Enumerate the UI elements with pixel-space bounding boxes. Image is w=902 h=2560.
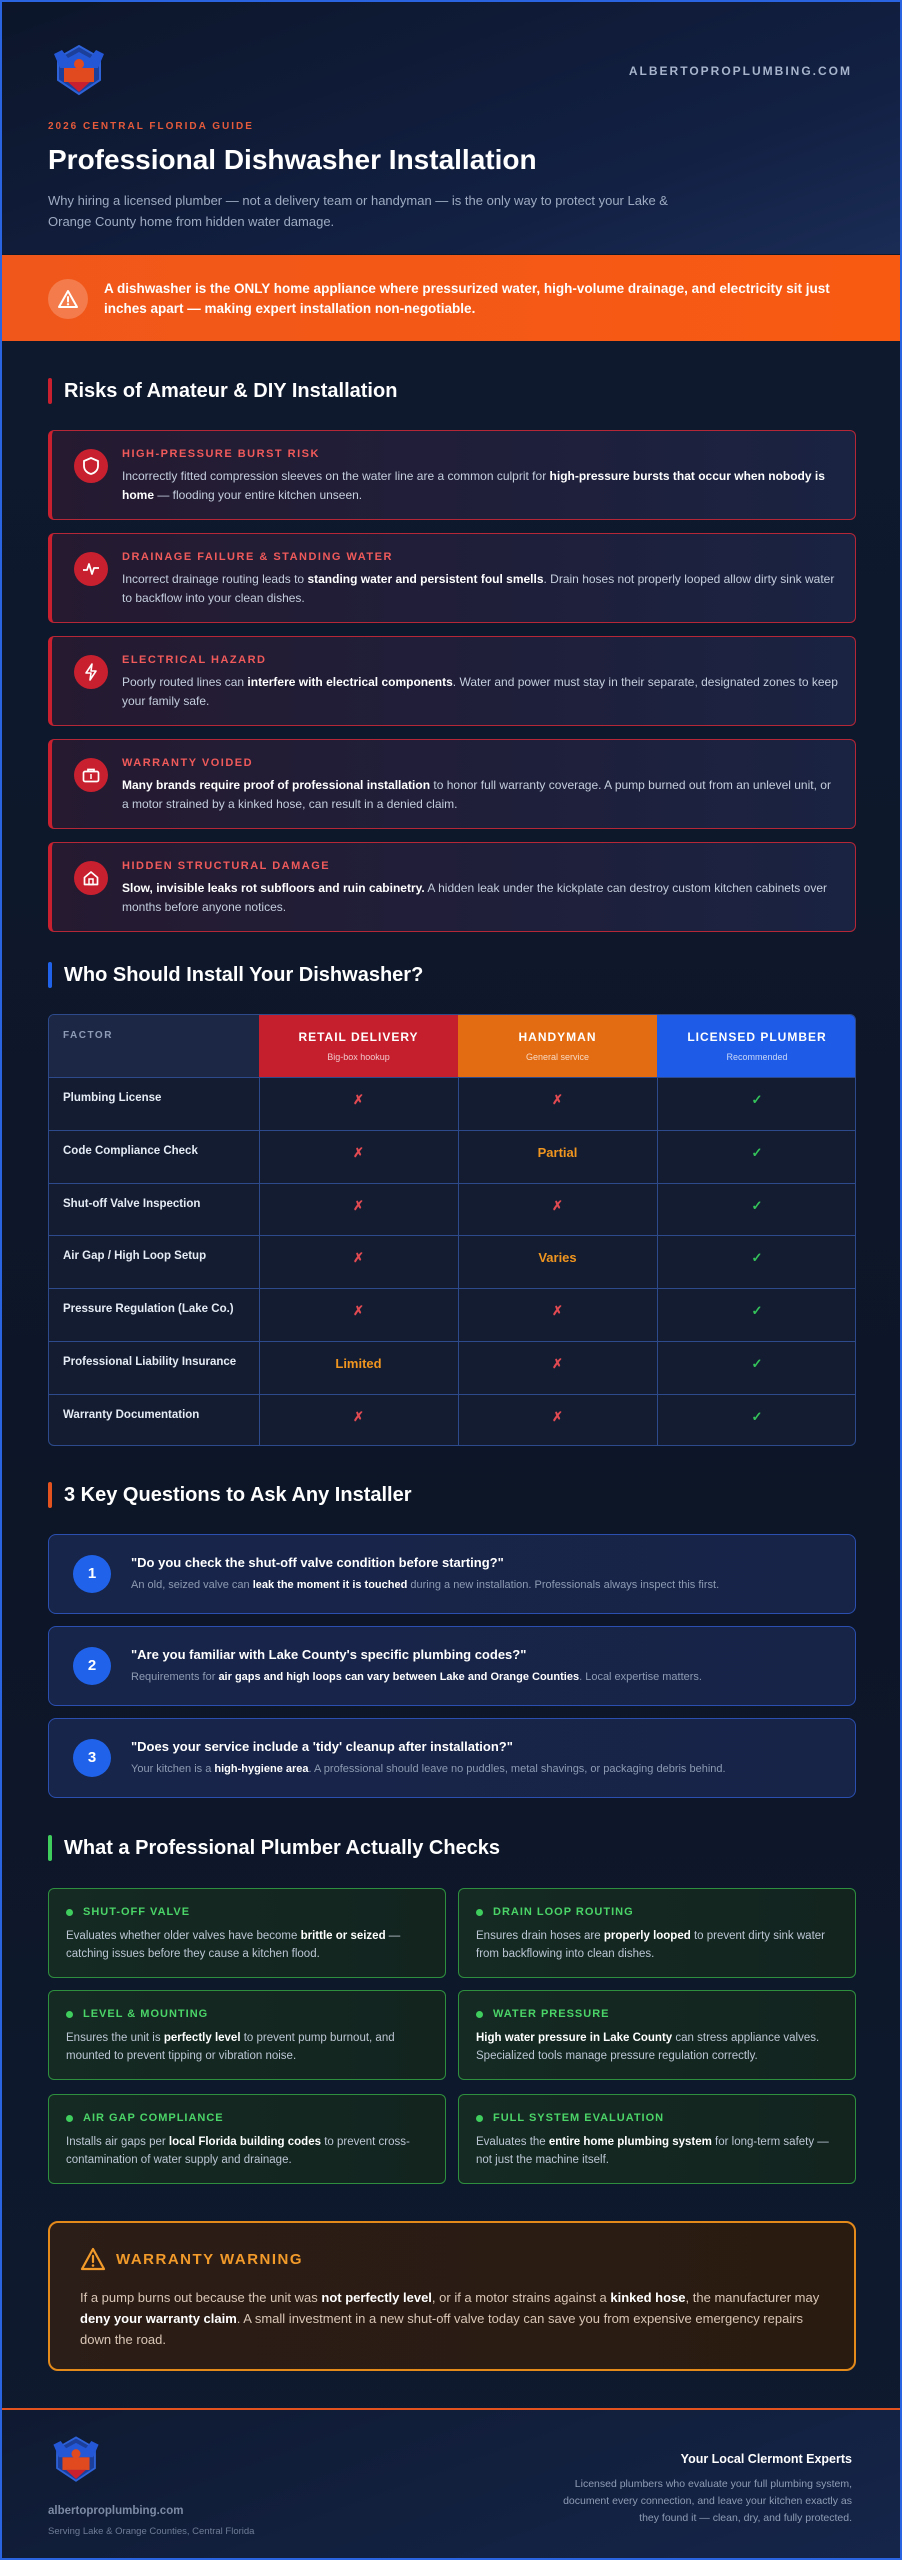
question-body: An old, seized valve can leak the moment it is touched during a new installation. Professionals always inspect this first. [131, 1579, 720, 1591]
checks-heading [48, 1835, 500, 1861]
cell-retail: ✗ [353, 1197, 364, 1213]
check-body: Installs air gaps per local Florida building codes to prevent cross-contamination of water supply and drainage. [66, 2136, 410, 2166]
risk-body: Incorrectly fitted compression sleeves on the water line are a common culprit for high-pressure bursts that occur when nobody is home — flooding your entire kitchen unseen. [122, 469, 825, 502]
cell-retail: ✗ [353, 1092, 364, 1107]
green-dot-icon [476, 1909, 483, 1916]
question-title: "Are you familiar with Lake County's specific plumbing codes?" [131, 1647, 527, 1662]
table-header-retail [259, 1015, 458, 1077]
risk-body: Many brands require proof of professional installation to honor full warranty coverage. A pump burned out from an unlevel unit, or a motor strained by a kinked hose, can result in a denied claim. [122, 778, 831, 811]
column-sub: General service [525, 1052, 590, 1062]
cell-plumber: ✓ [751, 1408, 763, 1424]
question-card [48, 1626, 856, 1706]
comparison-table [48, 1014, 856, 1446]
risk-title: WARRANTY VOIDED [122, 757, 254, 769]
row-factor: Warranty Documentation [63, 1408, 200, 1421]
column-label: LICENSED PLUMBER [687, 1030, 827, 1044]
risk-card [48, 533, 856, 623]
question-title: "Does your service include a 'tidy' cleanup after installation?" [131, 1739, 513, 1754]
cell-handyman: ✗ [552, 1356, 563, 1371]
table-row [49, 1341, 856, 1394]
cell-plumber: ✓ [751, 1303, 763, 1319]
table-row [49, 1130, 856, 1183]
question-number: 3 [73, 1739, 111, 1777]
cell-handyman: ✗ [552, 1408, 563, 1424]
check-title: WATER PRESSURE [493, 2008, 610, 2020]
table-header-plumber [657, 1015, 856, 1077]
column-sub: Big-box hookup [327, 1052, 390, 1062]
briefcase-icon [74, 758, 108, 792]
risk-body: Incorrect drainage routing leads to standing water and persistent foul smells. Drain hoses not properly looped allow dirty sink water to backflow into your clean dishes. [122, 572, 835, 605]
page-title: Professional Dishwasher Installation [48, 144, 537, 175]
cell-handyman: ✗ [552, 1197, 563, 1213]
check-title: DRAIN LOOP ROUTING [493, 1906, 634, 1918]
check-card [48, 1888, 446, 1978]
table-header-factor [49, 1015, 259, 1077]
cell-retail: Limited [335, 1356, 382, 1371]
cell-plumber: ✓ [751, 1356, 763, 1371]
question-number: 2 [73, 1647, 111, 1685]
table-row [49, 1183, 856, 1236]
risk-title: ELECTRICAL HAZARD [122, 654, 267, 666]
warning-triangle-icon [80, 2247, 106, 2271]
shield-icon [74, 449, 108, 483]
check-title: SHUT-OFF VALVE [83, 1906, 191, 1918]
questions-heading-text: 3 Key Questions to Ask Any Installer [64, 1484, 412, 1506]
check-body: High water pressure in Lake County can stress appliance valves. Specialized tools manage pressure regulation correctly. [476, 2032, 820, 2062]
question-number: 1 [73, 1555, 111, 1593]
check-card [458, 2094, 856, 2184]
cell-retail: ✗ [353, 1408, 364, 1424]
check-title: LEVEL & MOUNTING [83, 2008, 209, 2020]
cell-handyman: Varies [538, 1250, 577, 1266]
question-card [48, 1534, 856, 1614]
risk-card [48, 430, 856, 520]
row-factor: Pressure Regulation (Lake Co.) [63, 1303, 234, 1316]
footer [2, 2408, 900, 2560]
check-card [48, 1990, 446, 2080]
green-dot-icon [66, 2115, 73, 2122]
column-label: HANDYMAN [518, 1030, 597, 1044]
cell-retail: ✗ [353, 1250, 364, 1266]
footer-title: Your Local Clermont Experts [680, 2452, 852, 2466]
risk-title: HIGH-PRESSURE BURST RISK [122, 448, 320, 460]
cell-plumber: ✓ [751, 1092, 763, 1107]
risk-card [48, 636, 856, 726]
lightning-icon [74, 655, 108, 689]
heading-accent-bar [48, 1482, 52, 1508]
risk-card [48, 739, 856, 829]
warranty-warning-body: If a pump burns out because the unit was not perfectly level, or if a motor strains against a kinked hose, the manufacturer may deny your warranty claim. A small investment in a new shut-off valve today can save you from expensive emergency repairs down the road. [80, 2290, 820, 2347]
check-card [458, 1990, 856, 2080]
cell-plumber: ✓ [751, 1144, 763, 1160]
cell-plumber: ✓ [751, 1250, 763, 1266]
cell-plumber: ✓ [751, 1197, 763, 1213]
question-card [48, 1718, 856, 1798]
table-row [49, 1394, 856, 1446]
check-body: Evaluates the entire home plumbing system for long-term safety — not just the machine itself. [476, 2136, 829, 2166]
green-dot-icon [66, 2011, 73, 2018]
heading-accent-bar [48, 1835, 52, 1861]
comparison-heading [48, 962, 423, 988]
check-title: FULL SYSTEM EVALUATION [493, 2112, 665, 2124]
warranty-warning-title: WARRANTY WARNING [116, 2251, 304, 2268]
question-body: Requirements for air gaps and high loops can vary between Lake and Orange Counties. Local expertise matters. [131, 1671, 702, 1683]
row-factor: Plumbing License [63, 1092, 162, 1104]
eyebrow-label: 2026 CENTRAL FLORIDA GUIDE [48, 121, 254, 132]
header [2, 2, 900, 254]
page-subtitle: Why hiring a licensed plumber — not a delivery team or handyman — is the only way to protect your Lake & Orange County home from hidden water damage. [48, 193, 668, 229]
risks-heading-text: Risks of Amateur & DIY Installation [64, 380, 398, 402]
check-card [458, 1888, 856, 1978]
check-body: Ensures the unit is perfectly level to prevent pump burnout, and mounted to prevent tipping or vibration noise. [66, 2032, 395, 2062]
check-body: Ensures drain hoses are properly looped to prevent dirty sink water from backflowing into clean dishes. [476, 1930, 825, 1960]
company-logo [48, 2432, 104, 2488]
alert-banner [2, 255, 900, 341]
check-body: Evaluates whether older valves have become brittle or seized — catching issues before they cause a kitchen flood. [66, 1930, 401, 1960]
check-title: AIR GAP COMPLIANCE [83, 2112, 224, 2124]
column-sub: Recommended [726, 1052, 788, 1062]
table-row [49, 1288, 856, 1341]
row-factor: Code Compliance Check [63, 1144, 198, 1157]
question-body: Your kitchen is a high-hygiene area. A professional should leave no puddles, metal shavings, or packaging debris behind. [131, 1763, 726, 1775]
row-factor: Shut-off Valve Inspection [63, 1197, 201, 1210]
factor-label: FACTOR [63, 1030, 113, 1041]
risk-title: HIDDEN STRUCTURAL DAMAGE [122, 860, 331, 872]
table-row [49, 1077, 856, 1130]
row-factor: Air Gap / High Loop Setup [63, 1250, 207, 1263]
risk-card [48, 842, 856, 932]
risk-title: DRAINAGE FAILURE & STANDING WATER [122, 551, 393, 563]
pulse-icon [74, 552, 108, 586]
cell-handyman: Partial [537, 1144, 578, 1160]
checks-heading-text: What a Professional Plumber Actually Checks [64, 1837, 501, 1859]
heading-accent-bar [48, 962, 52, 988]
table-header-handyman [458, 1015, 657, 1077]
risk-body: Slow, invisible leaks rot subfloors and ruin cabinetry. A hidden leak under the kickplate can destroy custom kitchen cabinets over months before anyone notices. [122, 881, 827, 914]
cell-retail: ✗ [353, 1144, 364, 1160]
warranty-warning-card [48, 2221, 856, 2371]
risks-heading [48, 378, 397, 404]
company-logo [48, 40, 110, 102]
footer-url[interactable]: albertoproplumbing.com [48, 2505, 184, 2517]
table-row [49, 1235, 856, 1288]
question-title: "Do you check the shut-off valve condition before starting?" [131, 1555, 504, 1570]
house-icon [74, 861, 108, 895]
column-label: RETAIL DELIVERY [298, 1030, 419, 1044]
row-factor: Professional Liability Insurance [63, 1356, 237, 1368]
questions-heading [48, 1482, 412, 1508]
heading-accent-bar [48, 378, 52, 404]
cell-handyman: ✗ [552, 1092, 563, 1107]
footer-service-area: Serving Lake & Orange Counties, Central Florida [48, 2526, 255, 2537]
risk-body: Poorly routed lines can interfere with electrical components. Water and power must stay in their separate, designated zones to keep your family safe. [122, 675, 838, 708]
green-dot-icon [476, 2115, 483, 2122]
alert-text: A dishwasher is the ONLY home appliance where pressurized water, high-volume drainage, and electricity sit just inches apart — making expert installation non-negotiable. [104, 281, 830, 316]
green-dot-icon [476, 2011, 483, 2018]
comparison-heading-text: Who Should Install Your Dishwasher? [64, 964, 424, 986]
warning-triangle-icon [48, 279, 88, 319]
green-dot-icon [66, 1909, 73, 1916]
cell-handyman: ✗ [552, 1303, 563, 1319]
site-url[interactable]: ALBERTOPROPLUMBING.COM [628, 64, 852, 78]
check-card [48, 2094, 446, 2184]
cell-retail: ✗ [353, 1303, 364, 1319]
footer-text: Licensed plumbers who evaluate your full plumbing system, document every connection, and leave your kitchen exactly as they found it — clean, dry, and fully protected. [563, 2478, 852, 2524]
